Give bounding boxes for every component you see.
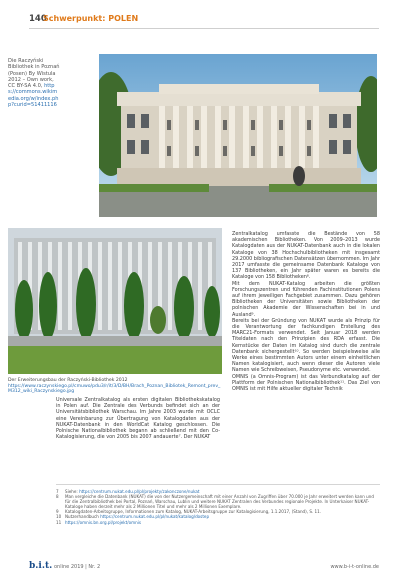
page-number: 140 [29, 14, 47, 24]
page-header [29, 13, 393, 27]
paragraph: Universale Zentralkatalog als ersten digitalen Bibliothekskatalog in Polen auf. Die Zentrale des Verbunds befindet sich an der Universitätsbibliothek Warschau. Im Jahre 2003 wurde mit OCLC eine Vereinbarung zur Übertragung von Katalogdaten aus der NUKAT-Datenbank in den WorldCat Katalog geschlossen. Die Polnische Nationalbibliothek begann ab schließend mit den Co-Katalogisierung, die von 2005 bis 2007 andauerte⁷. Der NUKAT [56, 397, 220, 441]
photo-caption-extension [8, 378, 222, 395]
caption-link[interactable]: https://commons.wikimedia.org/w/index.php?curid=51411116 [8, 83, 59, 109]
footnote-text: Siehe: [65, 489, 78, 494]
photo-caption-library [8, 58, 60, 108]
page-footer [29, 562, 379, 574]
footnote-number: 11 [56, 519, 62, 525]
paragraph: Mit dem NUKAT-Katalog arbeiten die größten Forschungszentren und führenden Fachinstitutionen Polens auf ihrem jeweiligen Fachgebiet zusammen. Dazu gehören Bibliotheken der Universitäten sowie Bibliotheken der polnischen Akademie der Wissenschaften bei in und Ausland⁹. [232, 280, 380, 318]
paragraph: Bereits bei der Gründung von NUKAT wurde als Prinzip für die Verantwortung der fachkundigen Erstellung des MARC21-Formats verwendet. Seit Januar 2018 werden Titeldaten nach den Prinzipien des RDA erfasst. Die Kernstücke der Daten im Katalog sind durch die zentrale Datenbank sichergestellt¹⁰. So werden beispielsweise alle Werke eines bestimmten Autors unter einem einheitlichen Namen katalogisiert, auch wenn dieser die Autoren viele Namen wie Schreibweisen, Pseudonyme etc. verwendet. [232, 317, 380, 374]
library-building-photo [99, 54, 377, 217]
header-divider [29, 28, 379, 29]
bit-logo: b.i.t. [29, 561, 53, 571]
body-column-right [232, 231, 380, 392]
footnote-text: Man vergleiche die Datenbank (NUKAT) die von der Nutzergemeinschaft mit einer Anzahl von Zugriffen über 70.000 je Jahr erweitert werden kann und für die Zentralbibliothek bei Portal, Poznań, Warschau, Lublin und weitere NUKAT Zentralen des Verbundes regionale Projekte. In Unterkaiser NUKAT-Kataloge haben derzeit mehr als 2 Millionen Titel und mehr als 2 Millionen Exemplare. [65, 494, 374, 510]
paragraph: Zentralkatalog umfasste die Bestände von 58 akademischen Bibliotheken. Von 2009–2013 wurde Katalogdaten aus der NUKAT-Datenbank auch in die lokalen Kataloge von 38 Hochschulbibliotheken mit insgesamt 29.2000 bibliografischen Datensätzen übernommen. Im Jahr 2017 umfasste die gemeinsame Datenbank Kataloge von 137 Bibliotheken, ein Jahr später waren es bereits die Kataloge von 158 Bibliotheken⁸. [232, 231, 381, 281]
footnote-text: Nutzerhandbuch [65, 514, 99, 520]
caption-text: Die Raczyński Bibliothek in Poznań (Posen) By Wistula 2012 – Own work, CC BY-SA 4.0, [8, 58, 60, 90]
library-extension-photo [8, 228, 222, 374]
section-country: POLEN [108, 14, 139, 23]
section-title [43, 14, 138, 23]
footnote-link[interactable]: https://omnis.bn.org.pl/projekt/omnis [65, 519, 142, 525]
footnote-number: 10 [56, 514, 62, 520]
footnotes [56, 489, 380, 525]
issue-info: online 2019 | Nr. 2 [54, 564, 101, 570]
body-column-left [56, 397, 220, 440]
section-prefix: Schwerpunkt: [43, 14, 106, 23]
footnote-number: 9 [56, 509, 59, 515]
caption-text: Der Erweiterungsbau der Raczyński-Bibliothek 2012 [8, 378, 128, 383]
footnote-divider [56, 484, 380, 485]
paragraph: OMNIS (a Omnis-Program) ist das Verbundkatalog auf der Plattform der Polnischen Nationalbibliothek¹¹. Das Ziel von OMNIS ist mit Hilfe aktueller digitaler Technik [232, 373, 380, 393]
footnote-link[interactable]: https://centrum.nukat.edu.pl/pl/nukat/katalog/dostep [100, 514, 210, 520]
footnote [56, 494, 380, 509]
footnote [56, 520, 380, 525]
footnote-number: 8 [56, 494, 59, 500]
footnote-text: Katalogdaten-Arbeitsgruppe, Informationen zum Katalog, NUKAT-Arbeitsgruppe zur Katalogisierung, 1.1.2017, (Stand), S. 11. [65, 509, 322, 515]
footnote-link[interactable]: https://centrum.nukat.edu.pl/pl/projekty/zakonczone/nukat [79, 489, 200, 494]
website-link[interactable]: www.b-i-t-online.de [330, 564, 379, 570]
caption-link[interactable]: https://www.raczynskiego.pl/cmuwo/pdu3/r/it/3/D/BH/Brach_Poznan_Bibliotek_Remont_prev_M312_wiki_Raczynskiego.jpg [8, 383, 221, 395]
footnote-number: 7 [56, 489, 59, 494]
